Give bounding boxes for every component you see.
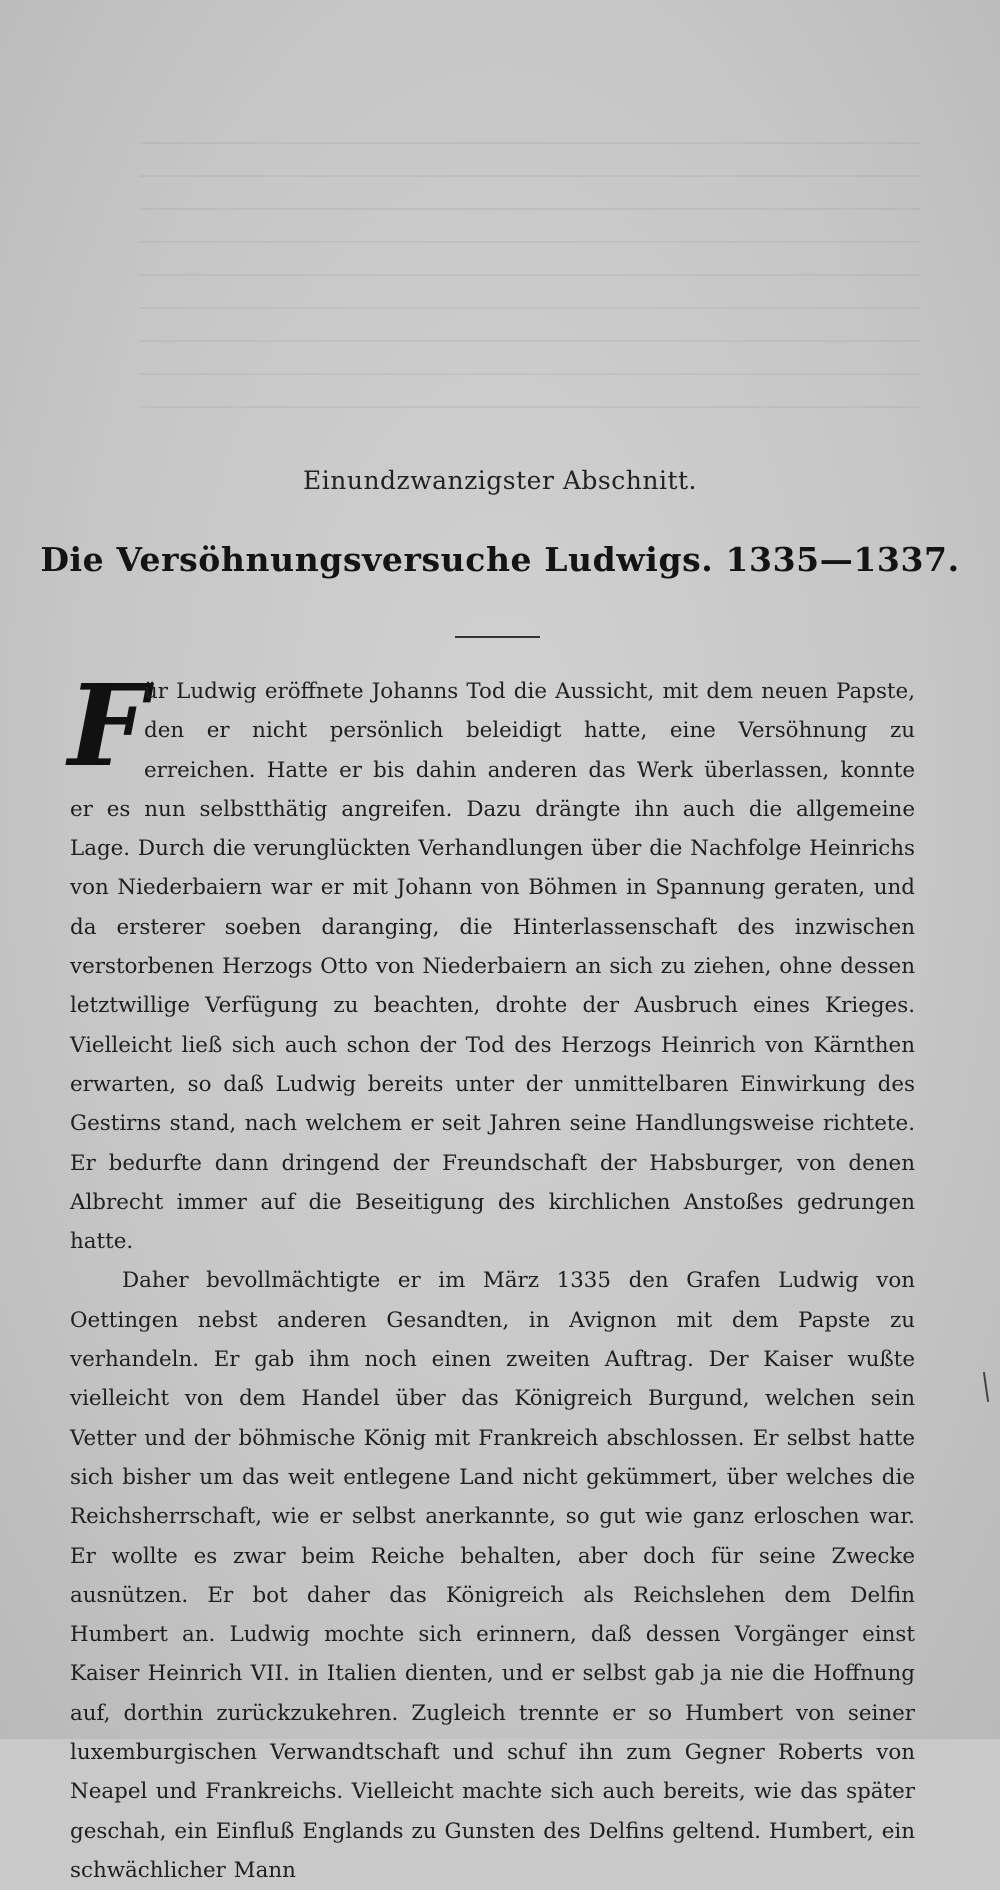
paragraph-1-text: ür Ludwig eröffnete Johanns Tod die Aussicht, mit dem neuen Papste, den er nicht persönlich beleidigt hatte, eine Versöhnung zu erreichen. Hatte er bis dahin anderen das Werk überlassen, konnte er es nun selbstthätig angreifen. Dazu drängte ihn auch die allgemeine Lage. Durch die verunglückten Verhandlungen über die Nachfolge Heinrichs von Niederbaiern war er mit Johann von Böhmen in Spannung geraten, und da ersterer soeben daranging, die Hinterlassenschaft des inzwischen verstorbenen Herzogs Otto von Niederbaiern an sich zu ziehen, ohne dessen letztwillige Verfügung zu beachten, drohte der Ausbruch eines Krieges. Vielleicht ließ sich auch schon der Tod des Herzogs Heinrich von Kärnthen erwarten, so daß Ludwig bereits unter der unmittelbaren Einwirkung des Gestirns stand, nach welchem er seit Jahren seine Handlungsweise richtete. Er bedurfte dann dringend der Freundschaft der Habsburger, von denen Albrecht immer auf die Beseitigung des kirchlichen Anstoßes gedrungen hatte.	[70, 679, 915, 1255]
show-through-text	[140, 120, 920, 420]
title-divider	[455, 636, 540, 638]
paragraph-1	[68, 661, 915, 1261]
drop-cap: F	[68, 661, 148, 792]
chapter-title: Die Versöhnungsversuche Ludwigs. 1335—1337.	[40, 540, 960, 579]
section-heading: Einundzwanzigster Abschnitt.	[303, 466, 697, 495]
paragraph-2	[70, 1261, 915, 1890]
paragraph-2-text: Daher bevollmächtigte er im März 1335 den Grafen Ludwig von Oettingen nebst anderen Gesandten, in Avignon mit dem Papste zu verhandeln. Er gab ihm noch einen zweiten Auftrag. Der Kaiser wußte vielleicht von dem Handel über das Königreich Burgund, welchen sein Vetter und der böhmische König mit Frankreich abschlossen. Er selbst hatte sich bisher um das weit entlegene Land nicht gekümmert, über welches die Reichsherrschaft, wie er selbst anerkannte, so gut wie ganz erloschen war. Er wollte es zwar beim Reiche behalten, aber doch für seine Zwecke ausnützen. Er bot daher das Königreich als Reichslehen dem Delfin Humbert an. Ludwig mochte sich erinnern, daß dessen Vorgänger einst Kaiser Heinrich VII. in Italien dienten, und er selbst gab ja nie die Hoffnung auf, dorthin zurückzukehren. Zugleich trennte er so Humbert von seiner luxemburgischen Verwandtschaft und schuf ihn zum Gegner Roberts von Neapel und Frankreichs. Vielleicht machte sich auch bereits, wie das später geschah, ein Einfluß Englands zu Gunsten des Delfins geltend. Humbert, ein schwächlicher Mann	[70, 1268, 915, 1883]
body-text	[68, 661, 915, 1890]
margin-pencil-mark	[983, 1372, 989, 1402]
